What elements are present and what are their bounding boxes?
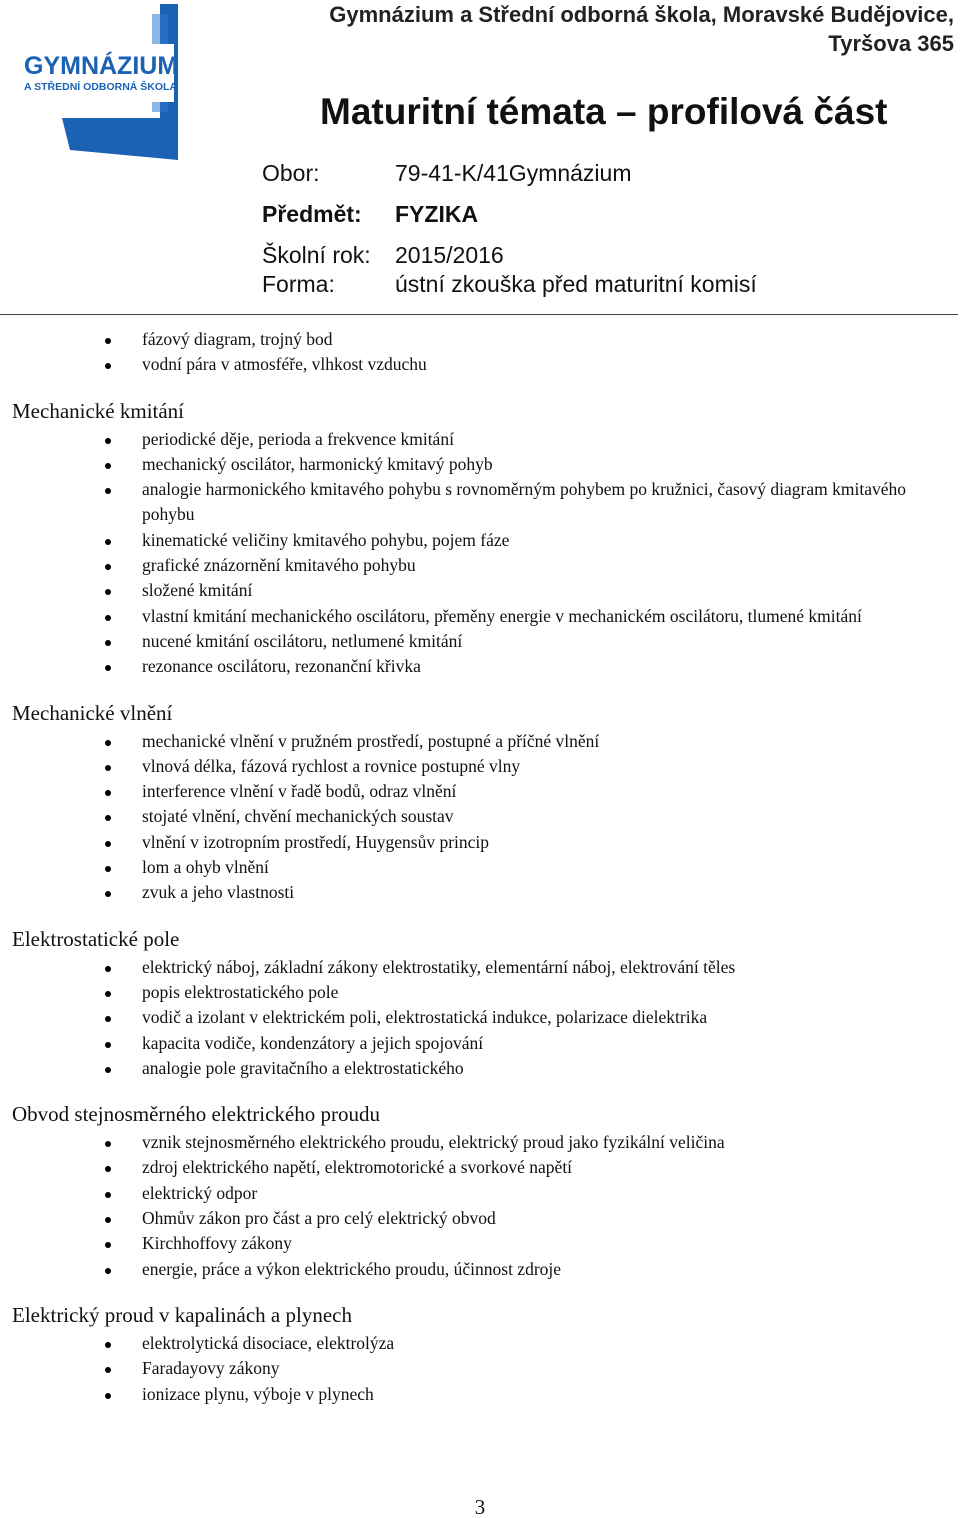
list-item: interference vlnění v řadě bodů, odraz vlnění (12, 779, 942, 804)
list-item: vlastní kmitání mechanického oscilátoru, přeměny energie v mechanickém oscilátoru, tlumené kmitání (12, 604, 942, 629)
list-item: stojaté vlnění, chvění mechanických soustav (12, 804, 942, 829)
list-item: Kirchhoffovy zákony (12, 1231, 942, 1256)
topic-list (12, 327, 942, 378)
section-heading: Mechanické vlnění (12, 700, 173, 725)
header-divider (0, 314, 958, 315)
list-item: fázový diagram, trojný bod (12, 327, 942, 352)
predmet-value: FYZIKA (395, 201, 479, 227)
list-item: elektrický odpor (12, 1181, 942, 1206)
page-number: 3 (474, 1495, 486, 1518)
section-heading: Elektrický proud v kapalinách a plynech (12, 1302, 352, 1327)
list-item: analogie harmonického kmitavého pohybu s rovnoměrným pohybem po kružnici, časový diagram kmitavého pohybu (12, 477, 942, 528)
school-name-line1: Gymnázium a Střední odborná škola, Moravské Budějovice, (329, 2, 954, 27)
list-item: složené kmitání (12, 578, 942, 603)
topic-section (12, 906, 942, 1081)
topics-content (12, 327, 942, 1407)
list-item: zdroj elektrického napětí, elektromotorické a svorkové napětí (12, 1155, 942, 1180)
topic-section (12, 1081, 942, 1282)
list-item: mechanické vlnění v pružném prostředí, postupné a příčné vlnění (12, 729, 942, 754)
topic-list (12, 427, 942, 680)
list-item: vlnová délka, fázová rychlost a rovnice postupné vlny (12, 754, 942, 779)
school-year-value: 2015/2016 (395, 242, 504, 268)
section-heading: Mechanické kmitání (12, 398, 185, 423)
topic-section (12, 680, 942, 906)
logo-subline: A STŘEDNÍ ODBORNÁ ŠKOLA (24, 81, 178, 93)
list-item: elektrický náboj, základní zákony elektrostatiky, elementární náboj, elektrování těles (12, 955, 942, 980)
list-item: ionizace plynu, výboje v plynech (12, 1382, 942, 1407)
topic-list (12, 729, 942, 906)
topic-list (12, 1130, 942, 1282)
list-item: energie, práce a výkon elektrického proudu, účinnost zdroje (12, 1257, 942, 1282)
list-item: analogie pole gravitačního a elektrostatického (12, 1056, 942, 1081)
logo-word: GYMNÁZIUM (24, 52, 179, 80)
form-value: ústní zkouška před maturitní komisí (395, 271, 757, 297)
form-label: Forma: (262, 271, 335, 297)
list-item: kinematické veličiny kmitavého pohybu, pojem fáze (12, 528, 942, 553)
list-item: vznik stejnosměrného elektrického proudu, elektrický proud jako fyzikální veličina (12, 1130, 942, 1155)
list-item: vodič a izolant v elektrickém poli, elektrostatická indukce, polarizace dielektrika (12, 1005, 942, 1030)
topic-list (12, 955, 942, 1081)
list-item: Faradayovy zákony (12, 1356, 942, 1381)
list-item: elektrolytická disociace, elektrolýza (12, 1331, 942, 1356)
topic-section (12, 327, 942, 378)
list-item: lom a ohyb vlnění (12, 855, 942, 880)
list-item: Ohmův zákon pro část a pro celý elektrický obvod (12, 1206, 942, 1231)
school-name-line2: Tyršova 365 (828, 31, 954, 56)
list-item: popis elektrostatického pole (12, 980, 942, 1005)
list-item: vodní pára v atmosféře, vlhkost vzduchu (12, 352, 942, 377)
obor-row (262, 158, 632, 188)
school-year-row (262, 240, 504, 270)
page-title: Maturitní témata – profilová část (320, 91, 888, 132)
obor-label: Obor: (262, 160, 320, 186)
list-item: mechanický oscilátor, harmonický kmitavý pohyb (12, 452, 942, 477)
list-item: rezonance oscilátoru, rezonanční křivka (12, 654, 942, 679)
form-row (262, 269, 757, 299)
section-heading: Elektrostatické pole (12, 926, 180, 951)
list-item: grafické znázornění kmitavého pohybu (12, 553, 942, 578)
list-item: periodické děje, perioda a frekvence kmitání (12, 427, 942, 452)
predmet-label: Předmět: (262, 201, 362, 227)
list-item: kapacita vodiče, kondenzátory a jejich spojování (12, 1031, 942, 1056)
obor-value: 79-41-K/41Gymnázium (395, 160, 632, 186)
school-name (329, 0, 954, 58)
school-year-label: Školní rok: (262, 242, 371, 268)
school-logo (10, 0, 180, 175)
topic-section (12, 1282, 942, 1407)
predmet-row (262, 199, 479, 229)
list-item: zvuk a jeho vlastnosti (12, 880, 942, 905)
list-item: vlnění v izotropním prostředí, Huygensův princip (12, 830, 942, 855)
section-heading: Obvod stejnosměrného elektrického proudu (12, 1102, 380, 1127)
topic-list (12, 1331, 942, 1407)
list-item: nucené kmitání oscilátoru, netlumené kmitání (12, 629, 942, 654)
topic-section (12, 378, 942, 680)
